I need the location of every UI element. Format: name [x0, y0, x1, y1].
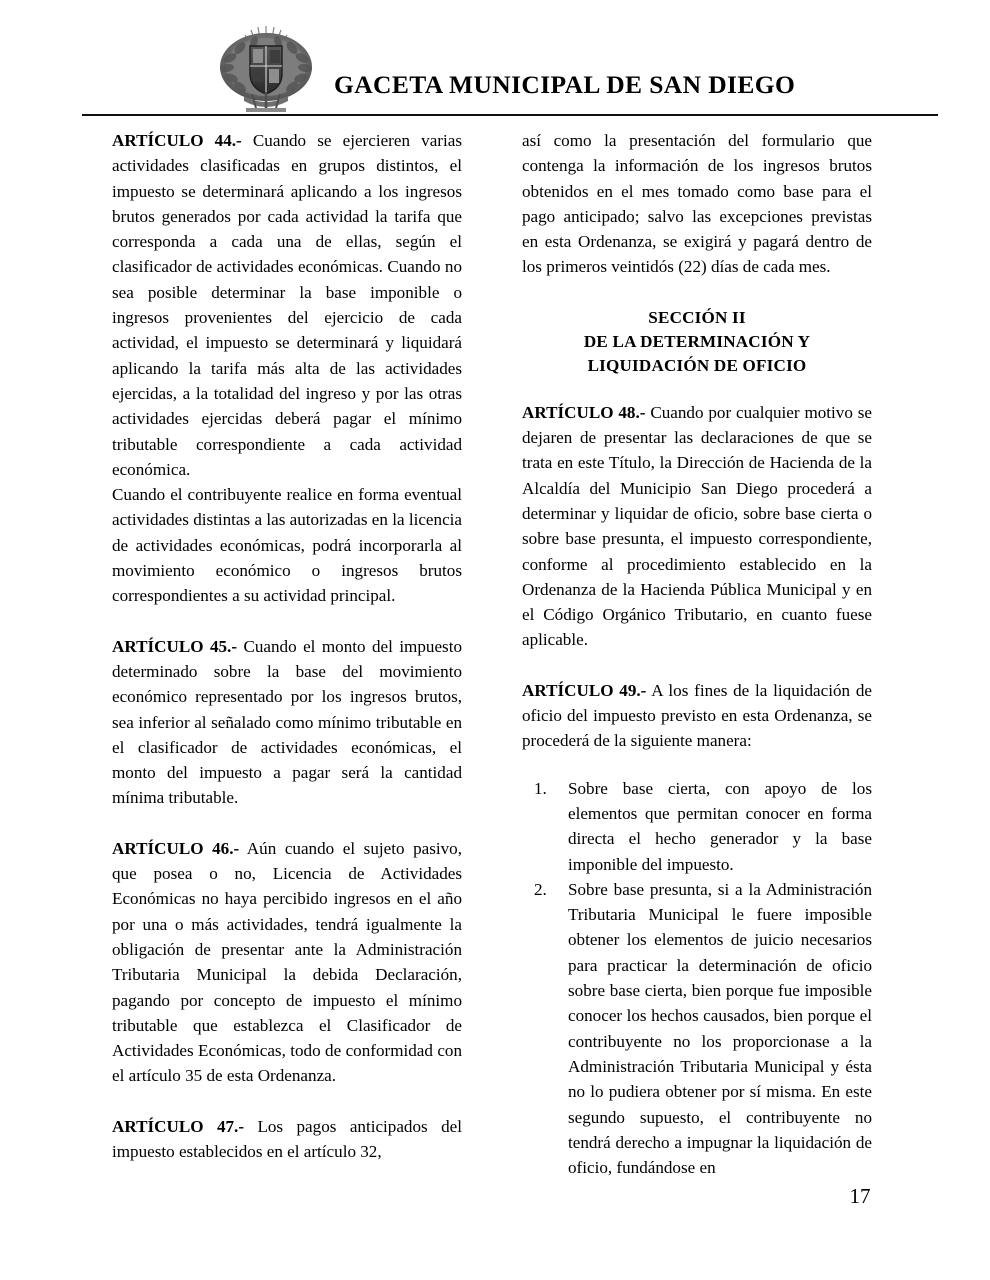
section-heading — [522, 306, 872, 378]
article-48-paragraph — [522, 400, 872, 653]
article-46-label: ARTÍCULO 46.- — [112, 838, 240, 858]
list-item — [522, 877, 872, 1181]
section-heading-line-3: LIQUIDACIÓN DE OFICIO — [587, 355, 807, 375]
article-49-list — [522, 776, 872, 1181]
article-46-paragraph — [112, 836, 462, 1089]
list-item-text: Sobre base presunta, si a la Administración Tributaria Municipal le fuere imposible obtener los elementos de juicio necesarios para practicar la determinación de oficio sobre base cierta, bien porque fue imposible conocer los hechos causados, bien porque el contribuyente no los proporcionase a la Administración Tributaria Municipal y ésta no lo pudiera obtener por sí misma. En este segundo supuesto, el contribuyente no tendrá derecho a impugnar la liquidación de oficio, fundándose en — [568, 879, 872, 1178]
article-45-paragraph — [112, 634, 462, 811]
section-heading-line-1: SECCIÓN II — [648, 307, 746, 327]
continued-paragraph: así como la presentación del formulario que contenga la información de los ingresos brutos obtenidos en el mes tomado como base para el pago anticipado; salvo las excepciones previstas en esta Ordenanza, se exigirá y pagará dentro de los primeros veintidós (22) días de cada mes. — [522, 131, 872, 277]
article-47-body: Los pagos anticipados del impuesto establecidos en el artículo 32, — [112, 1116, 462, 1161]
list-item-text: Sobre base cierta, con apoyo de los elementos que permitan conocer en forma directa el hecho generador y la base imponible del impuesto. — [568, 778, 872, 874]
article-44-body: Cuando se ejercieren varias actividades clasificadas en grupos distintos, el impuesto se determinará aplicando a los ingresos brutos generados por cada actividad la tarifa que corresponda a cada una de ellas, según el clasificador de actividades económicas. Cuando no sea posible determinar la base imponible o ingresos provenientes del ejercicio de cada actividad, el impuesto se determinará y liquidará aplicando la tarifa más alta de las actividades ejercidas, a la totalidad del ingreso y por las otras actividades ejercidas deberá pagar el mínimo tributable correspondiente a cada actividad económica. — [112, 131, 462, 479]
page-number: 17 — [849, 1184, 871, 1208]
page-header — [82, 18, 938, 116]
list-item-marker: 1. — [534, 778, 547, 798]
text-column-right — [522, 128, 872, 1180]
coat-of-arms-icon — [210, 22, 322, 116]
page-title: GACETA MUNICIPAL DE SAN DIEGO — [334, 70, 796, 99]
article-47-label: ARTÍCULO 47.- — [112, 1116, 245, 1136]
list-item — [522, 776, 872, 877]
article-44-paragraph — [112, 128, 462, 482]
text-column-left — [112, 128, 462, 1164]
article-45-label: ARTÍCULO 45.- — [112, 636, 238, 656]
section-heading-line-2: DE LA DETERMINACIÓN Y — [583, 331, 811, 351]
article-46-body: Aún cuando el sujeto pasivo, que posea o no, Licencia de Actividades Económicas no haya percibido ingresos en el año por una o más actividades, tendrá igualmente la obligación de presentar ante la Administración Tributaria Municipal la debida Declaración, pagando por concepto de impuesto el mínimo tributable que establezca el Clasificador de Actividades Económicas, todo de conformidad con el artículo 35 de esta Ordenanza. — [112, 838, 462, 1086]
article-49-paragraph — [522, 678, 872, 754]
article-44-continuation: Cuando el contribuyente realice en forma eventual actividades distintas a las autorizadas en la licencia de actividades económicas, podrá incorporarla al movimiento económico o ingresos brutos correspondientes a su actividad principal. — [112, 485, 462, 606]
article-48-body: Cuando por cualquier motivo se dejaren de presentar las declaraciones de que se trata en este Título, la Dirección de Hacienda de la Alcaldía del Municipio San Diego procederá a determinar y liquidar de oficio, sobre base cierta o sobre base presunta, el impuesto correspondiente, conforme al procedimiento establecido en la Ordenanza de la Hacienda Pública Municipal y en el Código Orgánico Tributario, en cuanto fuese aplicable. — [522, 402, 872, 650]
article-45-body: Cuando el monto del impuesto determinado sobre la base del movimiento económico representado por los ingresos brutos, sea inferior al señalado como mínimo tributable en el clasificador de actividades económicas, el monto del impuesto a pagar será la cantidad mínima tributable. — [112, 636, 462, 808]
article-47-paragraph — [112, 1114, 462, 1165]
article-49-label: ARTÍCULO 49.- — [522, 680, 647, 700]
list-item-marker: 2. — [534, 879, 547, 899]
article-49-body: A los fines de la liquidación de oficio del impuesto previsto en esta Ordenanza, se procederá de la siguiente manera: — [522, 680, 872, 751]
article-48-label: ARTÍCULO 48.- — [522, 402, 646, 422]
article-44-label: ARTÍCULO 44.- — [112, 131, 242, 150]
header-divider — [82, 114, 938, 116]
